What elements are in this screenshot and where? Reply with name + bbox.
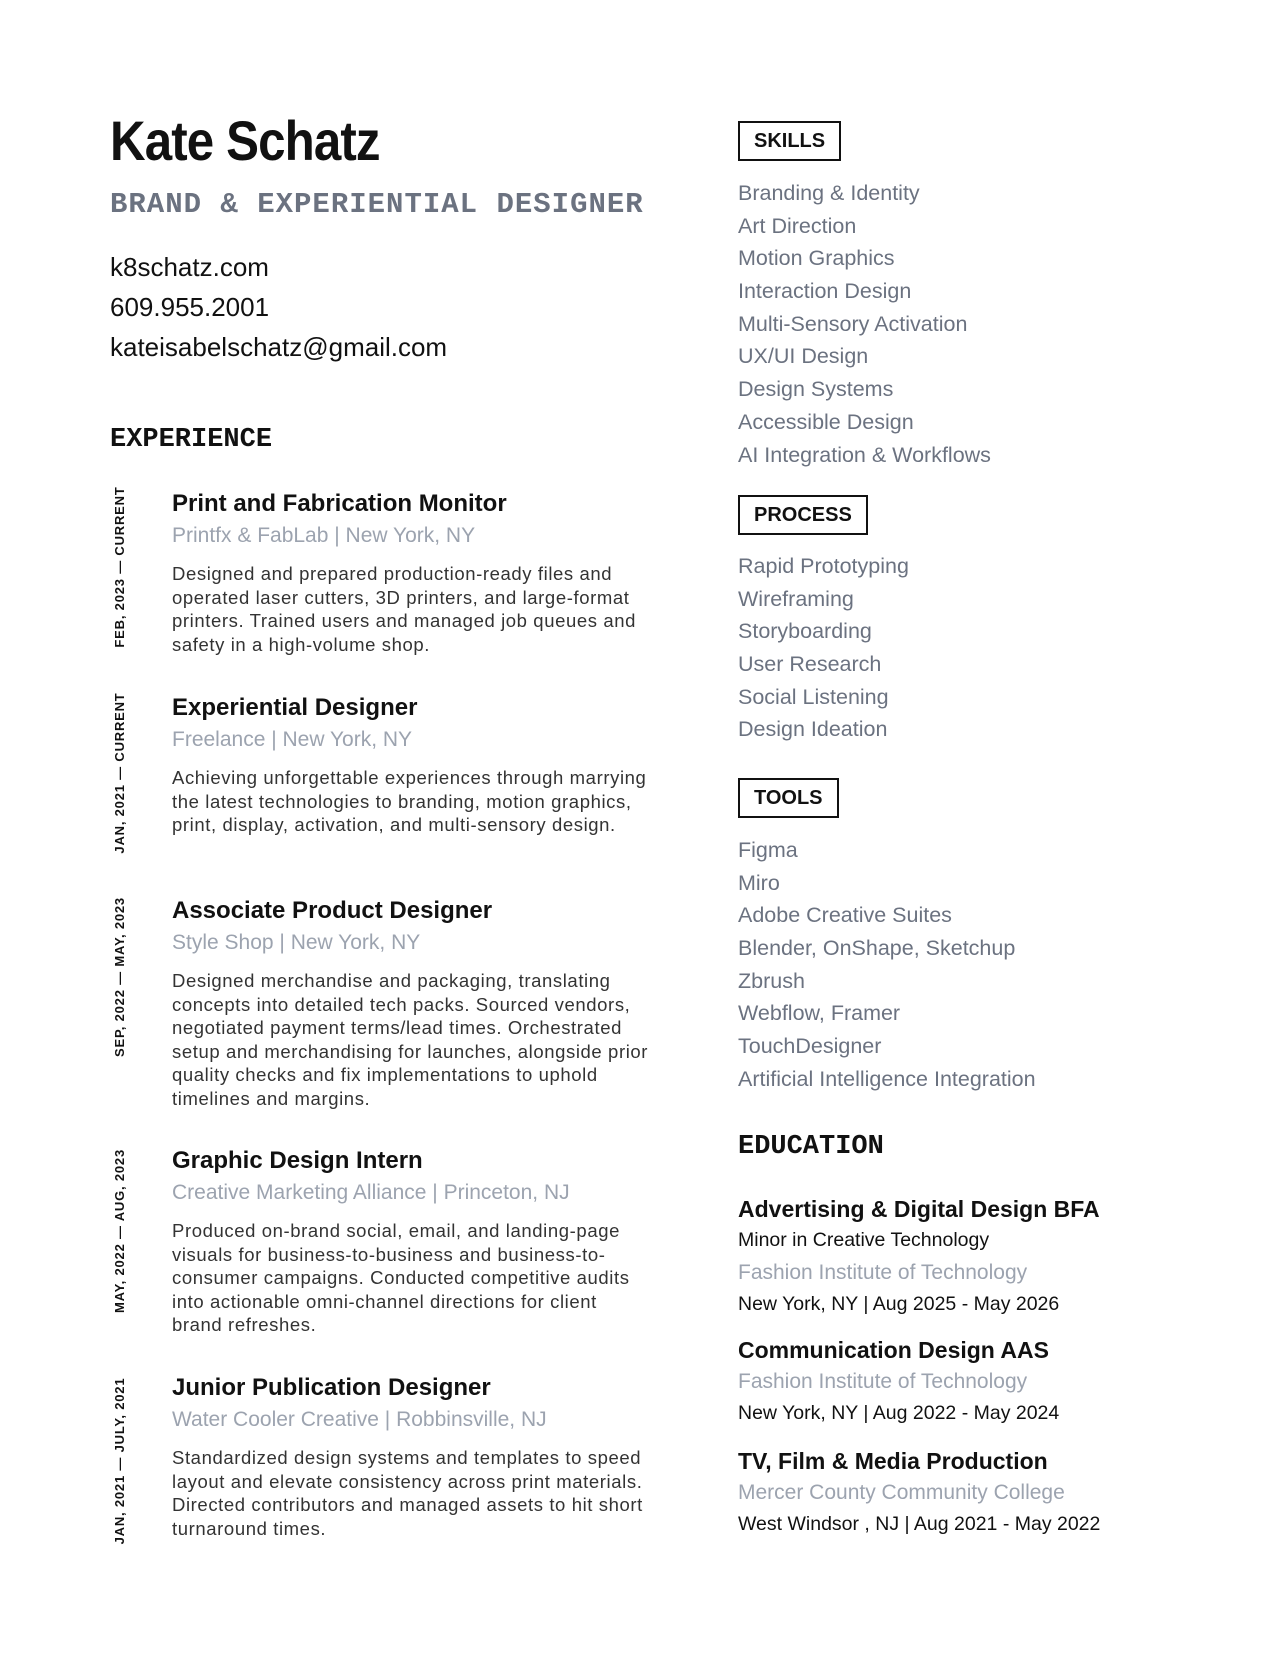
company: Creative Marketing Alliance | Princeton, NJ bbox=[172, 1181, 570, 1204]
tool-item: Webflow, Framer bbox=[738, 1001, 901, 1026]
process-item: User Research bbox=[738, 652, 882, 677]
skill-item: Multi-Sensory Activation bbox=[738, 311, 968, 336]
skills-heading: SKILLS bbox=[738, 121, 841, 161]
email-link[interactable]: kateisabelschatz@gmail.com bbox=[110, 332, 448, 362]
skill-item: Art Direction bbox=[738, 213, 857, 238]
job-title: Graphic Design Intern bbox=[172, 1147, 423, 1174]
location-dates: New York, NY | Aug 2025 - May 2026 bbox=[738, 1293, 1060, 1315]
education-entry bbox=[738, 1196, 1238, 1325]
experience-entry bbox=[172, 1147, 652, 1337]
company: Water Cooler Creative | Robbinsville, NJ bbox=[172, 1408, 547, 1431]
skill-item: Interaction Design bbox=[738, 279, 912, 304]
degree: Communication Design AAS bbox=[738, 1337, 1049, 1363]
process-item: Social Listening bbox=[738, 684, 889, 709]
school: Fashion Institute of Technology bbox=[738, 1370, 1028, 1393]
job-title: Experiential Designer bbox=[172, 694, 418, 721]
tools-heading: TOOLS bbox=[738, 778, 839, 818]
minor: Minor in Creative Technology bbox=[738, 1229, 990, 1251]
process-item: Storyboarding bbox=[738, 619, 872, 644]
website-link[interactable]: k8schatz.com bbox=[110, 252, 269, 282]
tools-list bbox=[738, 834, 1036, 1096]
experience-entry bbox=[172, 490, 652, 656]
entry-dates: JAN, 2021 — JULY, 2021 bbox=[112, 1377, 127, 1545]
skill-item: AI Integration & Workflows bbox=[738, 442, 991, 467]
tool-item: Artificial Intelligence Integration bbox=[738, 1066, 1036, 1091]
process-list bbox=[738, 550, 909, 746]
degree: Advertising & Digital Design BFA bbox=[738, 1196, 1100, 1222]
entry-dates: SEP, 2022 — MAY, 2023 bbox=[112, 897, 127, 1057]
job-description: Produced on-brand social, email, and landing-page visuals for business-to-business and business-to-consumer campaigns. Conducted competitive audits into actionable omni-channel directions for client brand refreshes. bbox=[172, 1220, 630, 1336]
tool-item: Zbrush bbox=[738, 968, 805, 993]
skill-item: Motion Graphics bbox=[738, 246, 895, 271]
role-title: BRAND & EXPERIENTIAL DESIGNER bbox=[110, 188, 644, 221]
job-description: Designed merchandise and packaging, translating concepts into detailed tech packs. Sourced vendors, negotiated payment terms/lead times. Orchestrated setup and merchandising for launches, alongside prior quality checks and fix implementations to uphold timelines and margins. bbox=[172, 970, 649, 1109]
experience-entry bbox=[172, 694, 652, 837]
company: Style Shop | New York, NY bbox=[172, 931, 421, 954]
entry-dates: FEB, 2023 — CURRENT bbox=[112, 486, 127, 648]
education-heading: EDUCATION bbox=[738, 1132, 884, 1162]
process-item: Wireframing bbox=[738, 586, 854, 611]
tool-item: Figma bbox=[738, 838, 798, 862]
experience-entry bbox=[172, 1374, 652, 1540]
job-title: Associate Product Designer bbox=[172, 897, 493, 924]
skill-item: Accessible Design bbox=[738, 409, 914, 434]
skills-list bbox=[738, 177, 991, 471]
tool-item: Miro bbox=[738, 870, 780, 895]
experience-heading: EXPERIENCE bbox=[110, 425, 273, 455]
process-item: Design Ideation bbox=[738, 717, 888, 742]
education-entry bbox=[738, 1448, 1238, 1545]
degree: TV, Film & Media Production bbox=[738, 1448, 1048, 1474]
location-dates: West Windsor , NJ | Aug 2021 - May 2022 bbox=[738, 1513, 1101, 1535]
education-entry bbox=[738, 1337, 1238, 1434]
company: Printfx & FabLab | New York, NY bbox=[172, 524, 476, 547]
school: Fashion Institute of Technology bbox=[738, 1261, 1028, 1284]
name: Kate Schatz bbox=[110, 109, 380, 172]
job-description: Achieving unforgettable experiences through marrying the latest technologies to branding, motion graphics, print, display, activation, and multi-sensory design. bbox=[172, 767, 647, 836]
tool-item: Adobe Creative Suites bbox=[738, 903, 952, 928]
job-description: Standardized design systems and templates to speed layout and elevate consistency across print materials. Directed contributors and managed assets to hit short turnaround times. bbox=[172, 1447, 643, 1539]
process-item: Rapid Prototyping bbox=[738, 554, 909, 578]
school: Mercer County Community College bbox=[738, 1481, 1065, 1504]
process-heading: PROCESS bbox=[738, 495, 868, 535]
job-title: Print and Fabrication Monitor bbox=[172, 490, 507, 517]
location-dates: New York, NY | Aug 2022 - May 2024 bbox=[738, 1402, 1060, 1424]
skill-item: Branding & Identity bbox=[738, 181, 920, 205]
phone[interactable]: 609.955.2001 bbox=[110, 292, 270, 322]
skill-item: UX/UI Design bbox=[738, 344, 869, 369]
job-description: Designed and prepared production-ready files and operated laser cutters, 3D printers, and large-format printers. Trained users and managed job queues and safety in a high-volume shop. bbox=[172, 563, 637, 655]
entry-dates: MAY, 2022 — AUG, 2023 bbox=[112, 1149, 127, 1313]
experience-entry bbox=[172, 897, 652, 1111]
skill-item: Design Systems bbox=[738, 377, 894, 402]
tool-item: Blender, OnShape, Sketchup bbox=[738, 936, 1016, 961]
tool-item: TouchDesigner bbox=[738, 1034, 882, 1059]
job-title: Junior Publication Designer bbox=[172, 1374, 491, 1401]
entry-dates: JAN, 2021 — CURRENT bbox=[112, 692, 127, 854]
company: Freelance | New York, NY bbox=[172, 728, 413, 751]
